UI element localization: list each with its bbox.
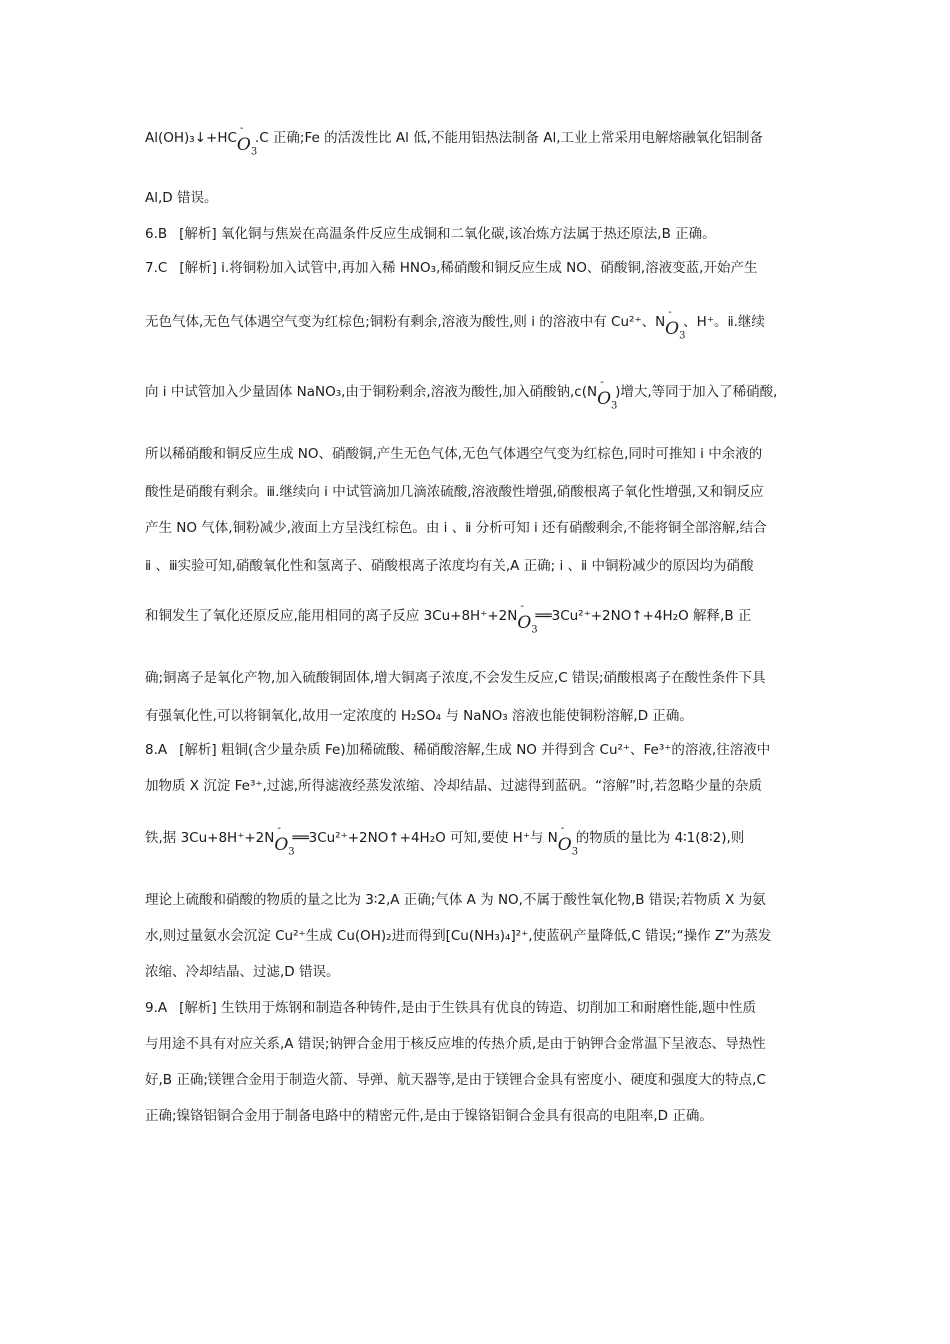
answer-8-line: 8.A [解析] 粗铜(含少量杂质 Fe)加稀硫酸、稀硝酸溶解,生成 NO 并得到含 Cu²⁺、Fe³⁺的溶液,往溶液中 bbox=[145, 742, 771, 758]
analysis-tag: [解析] bbox=[179, 226, 217, 242]
text-line: 无色气体,无色气体遇空气变为红棕色;铜粉有剩余,溶液为酸性,则 ⅰ 的溶液中有 Cu²⁺、N - $O_3$ 、H⁺。ⅱ.继续 bbox=[145, 307, 765, 342]
text-line: 有强氧化性,可以将铜氧化,故用一定浓度的 H₂SO₄ 与 NaNO₃ 溶液也能使铜粉溶解,D 正确。 bbox=[145, 708, 693, 724]
text-line: 与用途不具有对应关系,A 错误;钠钾合金用于核反应堆的传热介质,是由于钠钾合金常温下呈液态、导热性 bbox=[145, 1036, 766, 1052]
text-line: 正确;镍铬铝铜合金用于制备电路中的精密元件,是由于镍铬铝铜合金具有很高的电阻率,D 正确。 bbox=[145, 1108, 713, 1124]
nitrate-ion-symbol: - $O_3$ bbox=[665, 307, 686, 342]
analysis-tag: [解析] bbox=[179, 1000, 217, 1016]
text-line: 所以稀硝酸和铜反应生成 NO、硝酸铜,产生无色气体,无色气体遇空气变为红棕色,同时可推知 ⅰ 中余液的 bbox=[145, 446, 763, 462]
analysis-tag: [解析] bbox=[179, 260, 217, 276]
text-line: 理论上硫酸和硝酸的物质的量之比为 3∶2,A 正确;气体 A 为 NO,不属于酸性氧化物,B 错误;若物质 X 为氨 bbox=[145, 892, 766, 908]
nitrate-ion-symbol: - $O_3$ bbox=[597, 377, 618, 412]
text-line: Al,D 错误。 bbox=[145, 190, 218, 206]
answer-7-line: 7.C [解析] ⅰ.将铜粉加入试管中,再加入稀 HNO₃,稀硝酸和铜反应生成 NO、硝酸铜,溶液变蓝,开始产生 bbox=[145, 260, 758, 276]
answer-6-line: 6.B [解析] 氧化铜与焦炭在高温条件反应生成铜和二氧化碳,该冶炼方法属于热还原法,B 正确。 bbox=[145, 226, 716, 242]
text-line: 加物质 X 沉淀 Fe³⁺,过滤,所得滤液经蒸发浓缩、冷却结晶、过滤得到蓝矾。“溶解”时,若忽略少量的杂质 bbox=[145, 778, 762, 794]
text-line: 产生 NO 气体,铜粉减少,液面上方呈浅红棕色。由 ⅰ 、ⅱ 分析可知 ⅰ 还有硝酸剩余,不能将铜全部溶解,结合 bbox=[145, 520, 767, 536]
text-line: 水,则过量氨水会沉淀 Cu²⁺生成 Cu(OH)₂进而得到[Cu(NH₃)₄]²⁺,使蓝矾产量降低,C 错误;“操作 Z”为蒸发 bbox=[145, 928, 772, 944]
nitrate-ion-symbol: - $O_3$ bbox=[236, 123, 258, 158]
nitrate-ion-symbol: - $O_3$ bbox=[557, 823, 579, 858]
text-line: 向 ⅰ 中试管加入少量固体 NaNO₃,由于铜粉剩余,溶液为酸性,加入硝酸钠,c(N - $O_3$ )增大,等同于加入了稀硝酸, bbox=[145, 377, 778, 412]
analysis-tag: [解析] bbox=[179, 742, 217, 758]
nitrate-ion-symbol: - $O_3$ bbox=[274, 823, 295, 858]
text-line: 浓缩、冷却结晶、过滤,D 错误。 bbox=[145, 964, 340, 980]
answer-9-line: 9.A [解析] 生铁用于炼钢和制造各种铸件,是由于生铁具有优良的铸造、切削加工和耐磨性能,题中性质 bbox=[145, 1000, 757, 1016]
text-line: 酸性是硝酸有剩余。ⅲ.继续向 ⅰ 中试管滴加几滴浓硫酸,溶液酸性增强,硝酸根离子氧化性增强,又和铜反应 bbox=[145, 484, 764, 500]
text-line: Al(OH)₃↓+HC - $O_3$ .C 正确;Fe 的活泼性比 Al 低,不能用铝热法制备 Al,工业上常采用电解熔融氧化铝制备 bbox=[145, 123, 764, 158]
text-line: 和铜发生了氧化还原反应,能用相同的离子反应 3Cu+8H⁺+2N - $O_3$ ══3Cu²⁺+2NO↑+4H₂O 解释,B 正 bbox=[145, 601, 752, 636]
text-line: 好,B 正确;镁锂合金用于制造火箭、导弹、航天器等,是由于镁锂合金具有密度小、硬度和强度大的特点,C bbox=[145, 1072, 766, 1088]
nitrate-ion-symbol: - $O_3$ bbox=[517, 601, 538, 636]
text-line: 铁,据 3Cu+8H⁺+2N - $O_3$ ══3Cu²⁺+2NO↑+4H₂O 可知,要使 H⁺与 N - $O_3$ 的物质的量比为 4∶1(8∶2),则 bbox=[145, 823, 745, 858]
text-line: ⅱ 、ⅲ实验可知,硝酸氧化性和氢离子、硝酸根离子浓度均有关,A 正确; ⅰ 、ⅱ 中铜粉减少的原因均为硝酸 bbox=[145, 558, 754, 574]
text-line: 确;铜离子是氧化产物,加入硫酸铜固体,增大铜离子浓度,不会发生反应,C 错误;硝酸根离子在酸性条件下具 bbox=[145, 670, 766, 686]
